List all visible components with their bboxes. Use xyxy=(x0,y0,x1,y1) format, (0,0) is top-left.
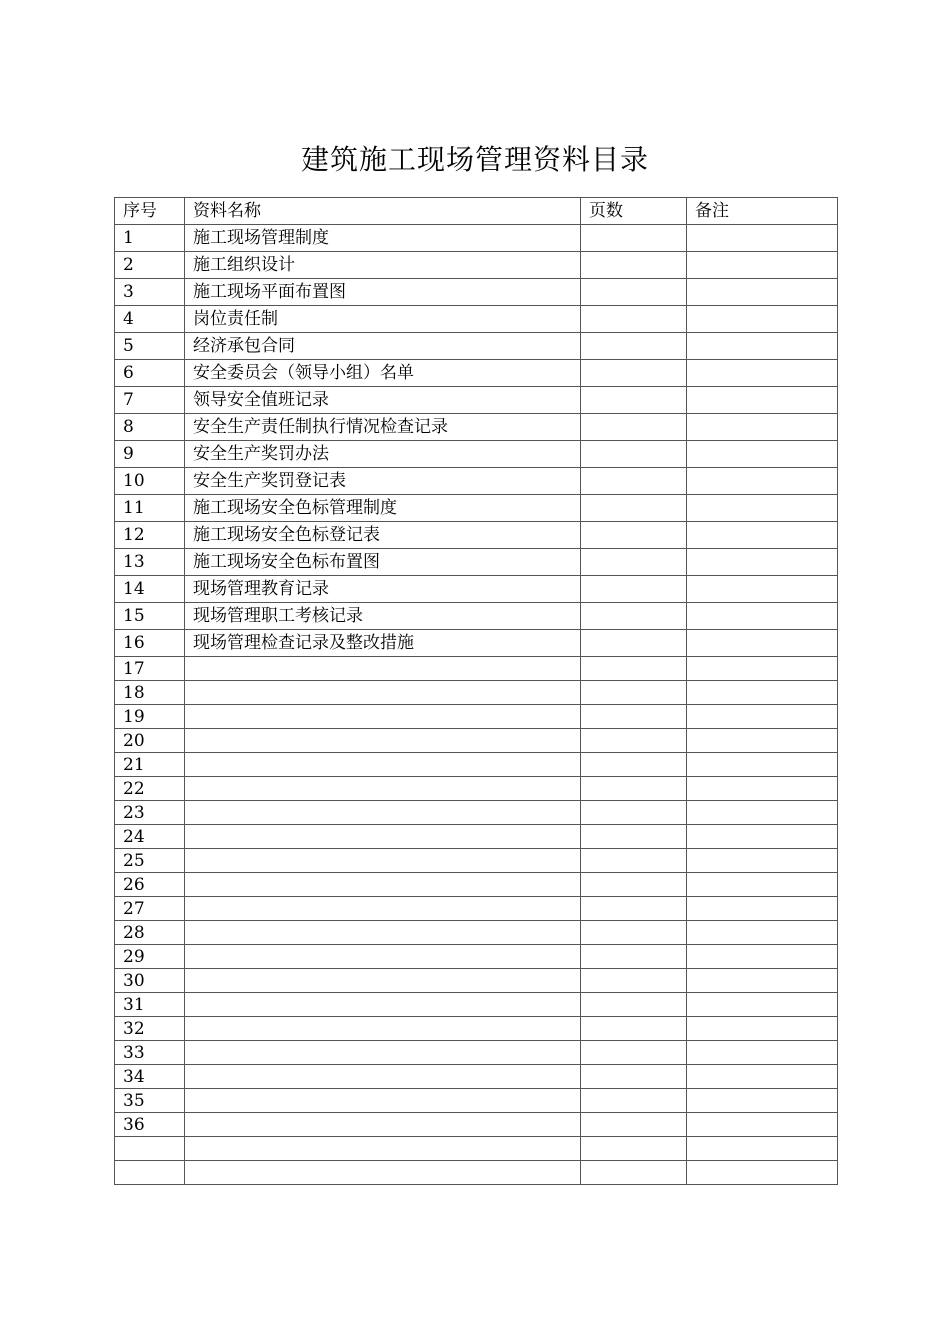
cell-pages xyxy=(581,1017,687,1041)
cell-pages xyxy=(581,387,687,414)
table-row xyxy=(115,753,838,777)
cell-notes xyxy=(687,576,838,603)
cell-notes xyxy=(687,333,838,360)
cell-pages xyxy=(581,279,687,306)
cell-pages xyxy=(581,1161,687,1185)
cell-pages xyxy=(581,1113,687,1137)
cell-name xyxy=(185,1161,581,1185)
cell-notes xyxy=(687,993,838,1017)
cell-no: 5 xyxy=(115,333,185,360)
cell-name xyxy=(185,873,581,897)
cell-name xyxy=(185,1137,581,1161)
cell-notes xyxy=(687,306,838,333)
cell-no: 20 xyxy=(115,729,185,753)
cell-pages xyxy=(581,306,687,333)
header-notes: 备注 xyxy=(687,198,838,225)
table-row xyxy=(115,441,838,468)
table-row xyxy=(115,1089,838,1113)
cell-notes xyxy=(687,897,838,921)
table-row xyxy=(115,657,838,681)
table-row xyxy=(115,252,838,279)
cell-name: 施工现场管理制度 xyxy=(185,225,581,252)
cell-no: 18 xyxy=(115,681,185,705)
cell-no: 9 xyxy=(115,441,185,468)
table-row xyxy=(115,1161,838,1185)
cell-no: 4 xyxy=(115,306,185,333)
document-title: 建筑施工现场管理资料目录 xyxy=(300,143,649,176)
cell-no: 23 xyxy=(115,801,185,825)
cell-no: 2 xyxy=(115,252,185,279)
table-row xyxy=(115,576,838,603)
cell-pages xyxy=(581,729,687,753)
cell-pages xyxy=(581,777,687,801)
cell-notes xyxy=(687,441,838,468)
cell-no: 35 xyxy=(115,1089,185,1113)
cell-pages xyxy=(581,360,687,387)
cell-name xyxy=(185,753,581,777)
cell-notes xyxy=(687,522,838,549)
cell-notes xyxy=(687,387,838,414)
table-row xyxy=(115,825,838,849)
cell-notes xyxy=(687,1113,838,1137)
cell-no xyxy=(115,1161,185,1185)
cell-pages xyxy=(581,630,687,657)
cell-notes xyxy=(687,849,838,873)
cell-no: 26 xyxy=(115,873,185,897)
header-pages: 页数 xyxy=(581,198,687,225)
cell-notes xyxy=(687,495,838,522)
cell-no: 34 xyxy=(115,1065,185,1089)
cell-no: 27 xyxy=(115,897,185,921)
header-no: 序号 xyxy=(115,198,185,225)
cell-pages xyxy=(581,801,687,825)
catalog-table xyxy=(114,197,838,1185)
cell-pages xyxy=(581,414,687,441)
cell-pages xyxy=(581,1065,687,1089)
table-row xyxy=(115,873,838,897)
catalog-body xyxy=(115,225,838,1185)
cell-notes xyxy=(687,921,838,945)
cell-no: 22 xyxy=(115,777,185,801)
cell-no xyxy=(115,1137,185,1161)
table-row xyxy=(115,729,838,753)
cell-pages xyxy=(581,576,687,603)
table-row xyxy=(115,993,838,1017)
cell-notes xyxy=(687,279,838,306)
cell-notes xyxy=(687,729,838,753)
cell-pages xyxy=(581,1041,687,1065)
cell-notes xyxy=(687,681,838,705)
cell-notes xyxy=(687,603,838,630)
cell-notes xyxy=(687,225,838,252)
table-row xyxy=(115,603,838,630)
cell-pages xyxy=(581,495,687,522)
cell-no: 24 xyxy=(115,825,185,849)
cell-name xyxy=(185,993,581,1017)
cell-no: 11 xyxy=(115,495,185,522)
cell-pages xyxy=(581,969,687,993)
cell-name: 施工组织设计 xyxy=(185,252,581,279)
cell-pages xyxy=(581,849,687,873)
cell-no: 21 xyxy=(115,753,185,777)
cell-name xyxy=(185,1017,581,1041)
cell-notes xyxy=(687,1017,838,1041)
cell-pages xyxy=(581,825,687,849)
table-row xyxy=(115,897,838,921)
cell-pages xyxy=(581,522,687,549)
table-row xyxy=(115,225,838,252)
table-row xyxy=(115,921,838,945)
cell-name: 施工现场安全色标布置图 xyxy=(185,549,581,576)
cell-no: 29 xyxy=(115,945,185,969)
cell-no: 3 xyxy=(115,279,185,306)
table-row xyxy=(115,1065,838,1089)
cell-pages xyxy=(581,681,687,705)
cell-name: 施工现场平面布置图 xyxy=(185,279,581,306)
table-row xyxy=(115,360,838,387)
cell-name xyxy=(185,825,581,849)
cell-notes xyxy=(687,873,838,897)
table-row xyxy=(115,495,838,522)
cell-name xyxy=(185,777,581,801)
cell-pages xyxy=(581,252,687,279)
cell-no: 13 xyxy=(115,549,185,576)
cell-name: 安全生产奖罚登记表 xyxy=(185,468,581,495)
cell-notes xyxy=(687,657,838,681)
header-name: 资料名称 xyxy=(185,198,581,225)
table-row xyxy=(115,468,838,495)
cell-pages xyxy=(581,993,687,1017)
cell-name xyxy=(185,729,581,753)
cell-notes xyxy=(687,705,838,729)
cell-pages xyxy=(581,468,687,495)
table-row xyxy=(115,279,838,306)
cell-notes xyxy=(687,414,838,441)
cell-name xyxy=(185,705,581,729)
cell-notes xyxy=(687,969,838,993)
cell-notes xyxy=(687,360,838,387)
cell-name xyxy=(185,801,581,825)
cell-notes xyxy=(687,945,838,969)
cell-name: 领导安全值班记录 xyxy=(185,387,581,414)
cell-notes xyxy=(687,252,838,279)
cell-name: 安全生产责任制执行情况检查记录 xyxy=(185,414,581,441)
table-row xyxy=(115,969,838,993)
table-row xyxy=(115,414,838,441)
cell-notes xyxy=(687,825,838,849)
table-row xyxy=(115,1137,838,1161)
cell-no: 8 xyxy=(115,414,185,441)
table-row xyxy=(115,333,838,360)
table-row xyxy=(115,945,838,969)
cell-name: 施工现场安全色标登记表 xyxy=(185,522,581,549)
cell-pages xyxy=(581,603,687,630)
cell-no: 10 xyxy=(115,468,185,495)
cell-pages xyxy=(581,705,687,729)
cell-pages xyxy=(581,549,687,576)
cell-no: 12 xyxy=(115,522,185,549)
cell-no: 14 xyxy=(115,576,185,603)
table-row xyxy=(115,1017,838,1041)
cell-notes xyxy=(687,753,838,777)
table-row xyxy=(115,1041,838,1065)
cell-name xyxy=(185,1065,581,1089)
cell-notes xyxy=(687,801,838,825)
table-row xyxy=(115,306,838,333)
table-header-row xyxy=(115,198,838,225)
cell-name: 现场管理检查记录及整改措施 xyxy=(185,630,581,657)
cell-pages xyxy=(581,657,687,681)
cell-notes xyxy=(687,1137,838,1161)
cell-name xyxy=(185,1113,581,1137)
table-row xyxy=(115,1113,838,1137)
cell-pages xyxy=(581,333,687,360)
cell-name xyxy=(185,849,581,873)
cell-pages xyxy=(581,225,687,252)
cell-name xyxy=(185,1041,581,1065)
cell-pages xyxy=(581,1137,687,1161)
cell-name xyxy=(185,1089,581,1113)
cell-no: 17 xyxy=(115,657,185,681)
cell-name xyxy=(185,657,581,681)
cell-notes xyxy=(687,777,838,801)
table-row xyxy=(115,549,838,576)
cell-notes xyxy=(687,1161,838,1185)
cell-name: 现场管理教育记录 xyxy=(185,576,581,603)
cell-notes xyxy=(687,630,838,657)
cell-no: 7 xyxy=(115,387,185,414)
cell-name xyxy=(185,897,581,921)
cell-pages xyxy=(581,873,687,897)
cell-no: 33 xyxy=(115,1041,185,1065)
table-row xyxy=(115,777,838,801)
cell-notes xyxy=(687,468,838,495)
table-row xyxy=(115,705,838,729)
table-row xyxy=(115,387,838,414)
cell-no: 19 xyxy=(115,705,185,729)
cell-name: 经济承包合同 xyxy=(185,333,581,360)
cell-name: 现场管理职工考核记录 xyxy=(185,603,581,630)
cell-no: 36 xyxy=(115,1113,185,1137)
cell-no: 31 xyxy=(115,993,185,1017)
cell-name xyxy=(185,921,581,945)
cell-name: 施工现场安全色标管理制度 xyxy=(185,495,581,522)
cell-notes xyxy=(687,549,838,576)
cell-name xyxy=(185,969,581,993)
cell-name: 安全委员会（领导小组）名单 xyxy=(185,360,581,387)
cell-pages xyxy=(581,441,687,468)
table-row xyxy=(115,630,838,657)
table-row xyxy=(115,522,838,549)
cell-notes xyxy=(687,1065,838,1089)
cell-no: 28 xyxy=(115,921,185,945)
cell-no: 15 xyxy=(115,603,185,630)
table-row xyxy=(115,849,838,873)
cell-pages xyxy=(581,897,687,921)
cell-notes xyxy=(687,1041,838,1065)
cell-no: 1 xyxy=(115,225,185,252)
table-row xyxy=(115,801,838,825)
cell-name xyxy=(185,681,581,705)
cell-pages xyxy=(581,921,687,945)
cell-notes xyxy=(687,1089,838,1113)
cell-no: 32 xyxy=(115,1017,185,1041)
cell-pages xyxy=(581,1089,687,1113)
cell-name xyxy=(185,945,581,969)
cell-pages xyxy=(581,753,687,777)
cell-no: 25 xyxy=(115,849,185,873)
cell-no: 16 xyxy=(115,630,185,657)
cell-pages xyxy=(581,945,687,969)
cell-no: 30 xyxy=(115,969,185,993)
cell-name: 岗位责任制 xyxy=(185,306,581,333)
cell-no: 6 xyxy=(115,360,185,387)
cell-name: 安全生产奖罚办法 xyxy=(185,441,581,468)
table-row xyxy=(115,681,838,705)
